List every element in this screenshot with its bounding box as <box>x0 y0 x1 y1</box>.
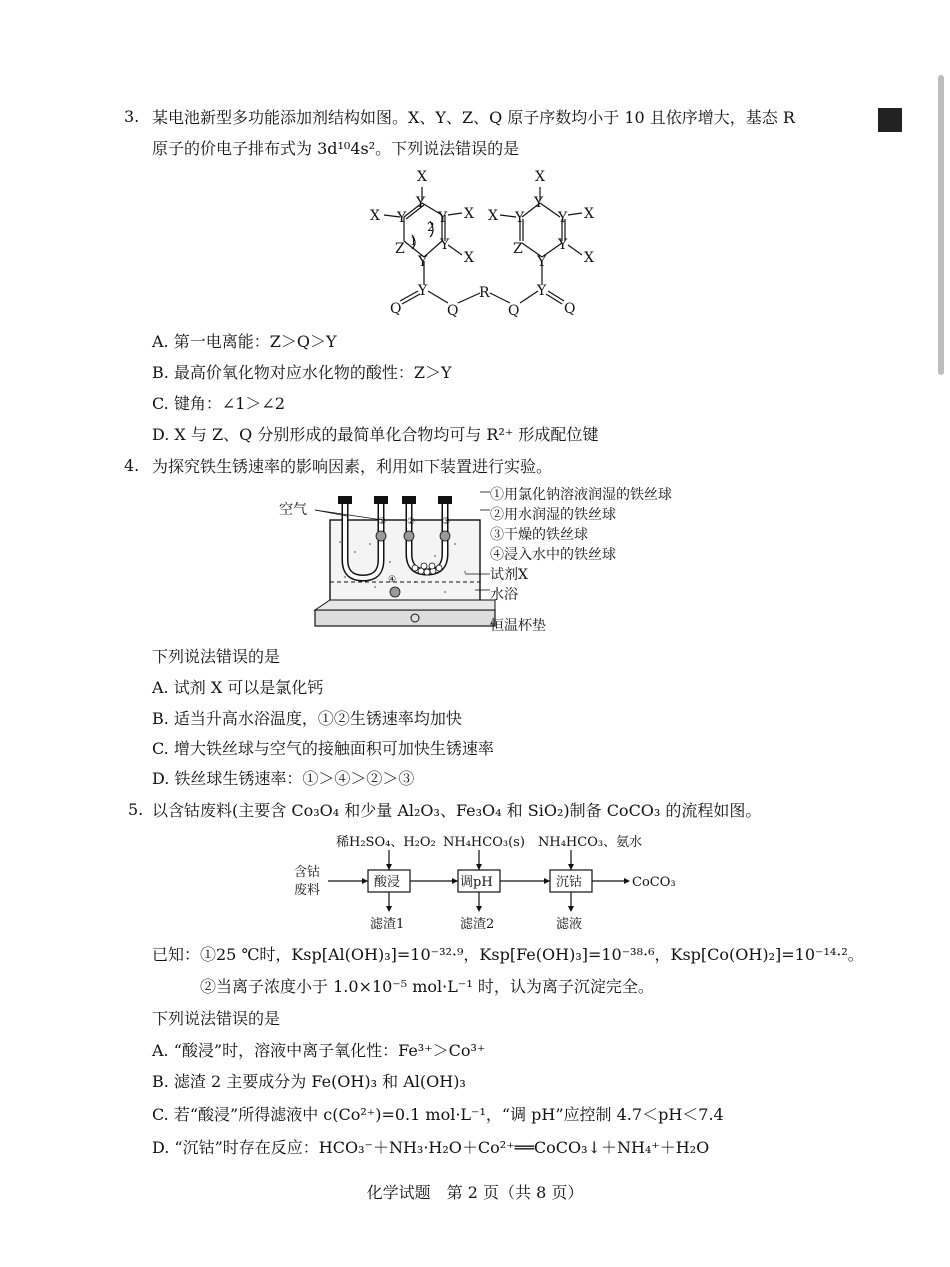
struct-atom-y: Y <box>558 237 568 253</box>
question-5-option-d: D. “沉钴”时存在反应：HCO₃⁻＋NH₃·H₂O＋Co²⁺══CoCO₃↓＋NH₄⁺＋H₂O <box>152 1138 710 1157</box>
struct-atom-q: Q <box>447 303 459 319</box>
flow-step-adjust-ph: 调pH <box>460 875 493 890</box>
question-5-stem: 以含钴废料(主要含 Co₃O₄ 和少量 Al₂O₃、Fe₃O₄ 和 SiO₂)制备 CoCO₃ 的流程如图。 <box>152 801 762 820</box>
fig-label-4: ④浸入水中的铁丝球 <box>490 547 616 563</box>
question-3-option-c: C. 键角：∠1＞∠2 <box>152 394 286 413</box>
svg-text:④: ④ <box>388 575 397 585</box>
struct-atom-x: X <box>370 208 380 224</box>
struct-atom-x: X <box>584 250 594 266</box>
question-5-stem-2: 下列说法错误的是 <box>152 1009 281 1028</box>
struct-atom-y: Y <box>418 254 428 270</box>
page-corner-mark <box>878 108 902 132</box>
struct-atom-x: X <box>535 169 545 185</box>
question-5-flowchart <box>288 828 708 938</box>
angle-2-label: 2 <box>427 220 435 234</box>
question-3-option-d: D. X 与 Z、Q 分别形成的最简单化合物均可与 R²⁺ 形成配位键 <box>152 425 599 444</box>
question-5-option-a: A. “酸浸”时，溶液中离子氧化性：Fe³⁺＞Co³⁺ <box>152 1041 486 1060</box>
page-footer: 化学试题 第 2 页（共 8 页） <box>366 1183 584 1202</box>
flow-output-3: 滤液 <box>556 917 583 932</box>
struct-atom-y: Y <box>537 283 547 299</box>
struct-atom-y: Y <box>397 210 407 226</box>
flow-step-precipitate: 沉钴 <box>556 875 583 890</box>
question-5-option-c: C. 若“酸浸”所得滤液中 c(Co²⁺)=0.1 mol·L⁻¹，“调 pH”应控制 4.7＜pH＜7.4 <box>152 1105 724 1124</box>
struct-atom-q: Q <box>390 301 402 317</box>
question-4-option-d: D. 铁丝球生锈速率：①＞④＞②＞③ <box>152 769 415 788</box>
flow-raw-2: 废料 <box>294 883 321 898</box>
struct-atom-y: Y <box>558 210 568 226</box>
question-4-stem-2: 下列说法错误的是 <box>152 647 281 666</box>
question-3-number: 3. <box>124 107 140 126</box>
struct-atom-x: X <box>464 250 474 266</box>
struct-atom-z: Z <box>395 241 405 257</box>
struct-atom-z: Z <box>513 241 523 257</box>
question-3-option-a: A. 第一电离能：Z＞Q＞Y <box>152 332 337 351</box>
question-5-option-b: B. 滤渣 2 主要成分为 Fe(OH)₃ 和 Al(OH)₃ <box>152 1072 466 1091</box>
flow-raw-1: 含钴 <box>294 865 321 880</box>
struct-atom-q: Q <box>508 303 520 319</box>
struct-atom-y: Y <box>438 210 448 226</box>
question-5-known-1: 已知：①25 ℃时，Ksp[Al(OH)₃]=10⁻³²·⁹，Ksp[Fe(OH)₃]=10⁻³⁸·⁶，Ksp[Co(OH)₂]=10⁻¹⁴·²。 <box>152 945 864 964</box>
question-3-stem-line1: 某电池新型多功能添加剂结构如图。X、Y、Z、Q 原子序数均小于 10 且依序增大，基态 R <box>152 108 795 127</box>
fig-label-1: ①用氯化钠溶液润湿的铁丝球 <box>490 487 672 503</box>
struct-atom-x: X <box>417 169 427 185</box>
flow-output-2: 滤渣2 <box>460 917 495 932</box>
fig-label-air: 空气 <box>279 502 307 518</box>
question-5-known-2: ②当离子浓度小于 1.0×10⁻⁵ mol·L⁻¹ 时，认为离子沉淀完全。 <box>200 977 654 996</box>
fig-label-bath: 水浴 <box>490 587 518 603</box>
fig-label-2: ②用水润湿的铁丝球 <box>490 507 616 523</box>
fig-label-3: ③干燥的铁丝球 <box>490 527 588 543</box>
flow-product: CoCO₃ <box>632 875 676 890</box>
struct-atom-y: Y <box>418 283 428 299</box>
question-3-option-b: B. 最高价氧化物对应水化物的酸性：Z＞Y <box>152 363 452 382</box>
question-4-number: 4. <box>124 456 140 475</box>
question-3-molecule-structure <box>360 165 610 325</box>
struct-atom-y: Y <box>515 210 525 226</box>
struct-atom-y: Y <box>440 237 450 253</box>
flow-step-acid-leach: 酸浸 <box>374 875 401 890</box>
struct-atom-x: X <box>488 208 498 224</box>
question-4-option-b: B. 适当升高水浴温度，①②生锈速率均加快 <box>152 709 462 728</box>
question-3-stem-line2: 原子的价电子排布式为 3d¹⁰4s²。下列说法错误的是 <box>152 139 520 158</box>
scrollbar[interactable] <box>938 75 944 375</box>
svg-text:①: ① <box>378 517 387 527</box>
question-4-option-c: C. 增大铁丝球与空气的接触面积可加快生锈速率 <box>152 739 494 758</box>
flow-output-1: 滤渣1 <box>370 917 405 932</box>
struct-atom-y: Y <box>416 195 426 211</box>
angle-1-label: 1 <box>410 235 417 248</box>
struct-atom-y: Y <box>534 195 544 211</box>
struct-atom-q: Q <box>564 301 576 317</box>
svg-text:③: ③ <box>442 517 451 527</box>
fig-label-pad: 恒温杯垫 <box>490 618 546 634</box>
flow-input-3: NH₄HCO₃、氨水 <box>538 835 643 850</box>
flow-input-2: NH₄HCO₃(s) <box>443 835 525 850</box>
question-4-apparatus-figure <box>275 482 735 642</box>
struct-atom-x: X <box>584 206 594 222</box>
fig-label-reagent: 试剂X <box>490 567 528 583</box>
question-5-number: 5. <box>128 800 144 819</box>
struct-atom-x: X <box>464 206 474 222</box>
question-4-stem: 为探究铁生锈速率的影响因素，利用如下装置进行实验。 <box>152 457 553 476</box>
struct-atom-y: Y <box>537 254 547 270</box>
question-4-option-a: A. 试剂 X 可以是氯化钙 <box>152 678 324 697</box>
flow-input-1: 稀H₂SO₄、H₂O₂ <box>336 835 436 850</box>
struct-atom-r: R <box>479 285 490 301</box>
svg-text:②: ② <box>407 517 416 527</box>
